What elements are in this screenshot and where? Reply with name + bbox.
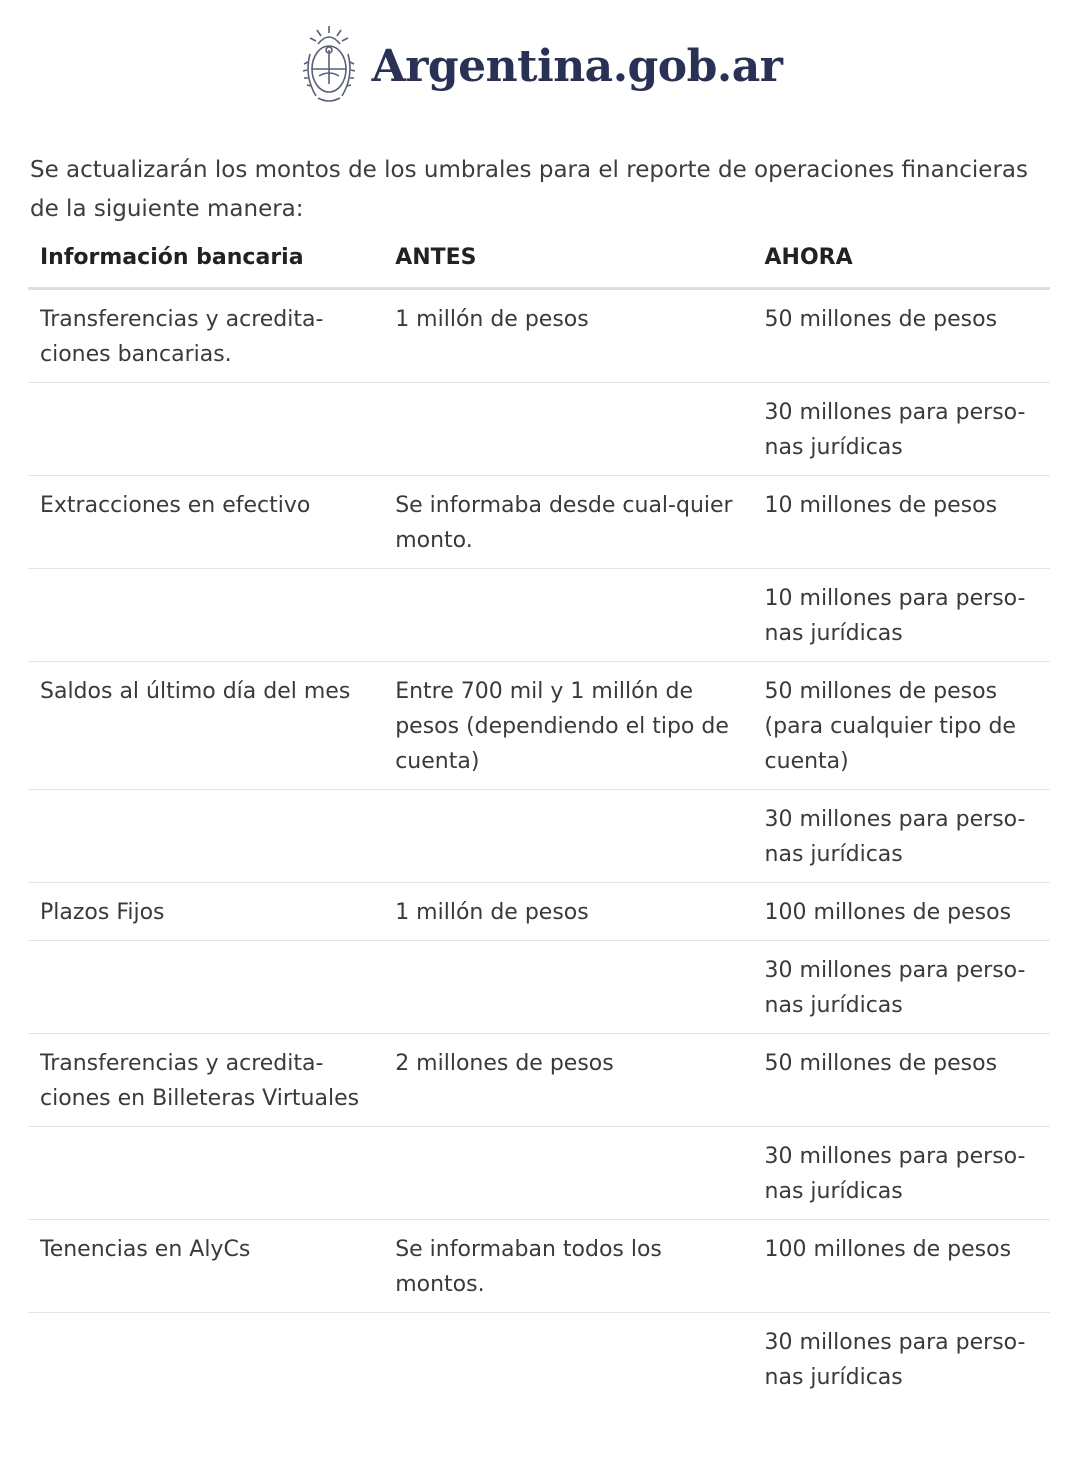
table-row <box>28 1127 1050 1220</box>
cell-ahora: 50 millones de pesos <box>753 1034 1050 1127</box>
table-row <box>28 289 1050 383</box>
cell-ahora: 100 millones de pesos <box>753 1220 1050 1313</box>
cell-antes: 2 millones de pesos <box>383 1034 752 1127</box>
cell-antes <box>383 941 752 1034</box>
cell-informacion <box>28 941 383 1034</box>
cell-ahora: 30 millones para perso-nas jurídicas <box>753 383 1050 476</box>
cell-antes: 1 millón de pesos <box>383 289 752 383</box>
table-row <box>28 1034 1050 1127</box>
table-row <box>28 662 1050 790</box>
cell-antes <box>383 1313 752 1406</box>
cell-antes: Se informaban todos los montos. <box>383 1220 752 1313</box>
cell-informacion <box>28 790 383 883</box>
cell-antes <box>383 790 752 883</box>
thresholds-table <box>28 226 1050 1405</box>
cell-informacion <box>28 569 383 662</box>
cell-ahora: 100 millones de pesos <box>753 883 1050 941</box>
cell-antes <box>383 1127 752 1220</box>
cell-antes: 1 millón de pesos <box>383 883 752 941</box>
table-body <box>28 289 1050 1406</box>
site-brand[interactable]: Argentina.gob.ar <box>371 40 783 92</box>
cell-informacion: Transferencias y acredita-ciones en Billeteras Virtuales <box>28 1034 383 1127</box>
cell-ahora: 10 millones de pesos <box>753 476 1050 569</box>
column-header-antes: ANTES <box>383 226 752 289</box>
cell-informacion <box>28 1313 383 1406</box>
cell-antes <box>383 569 752 662</box>
site-header <box>0 22 1084 110</box>
cell-antes <box>383 383 752 476</box>
table-header <box>28 226 1050 289</box>
table-row <box>28 883 1050 941</box>
cell-informacion: Tenencias en AlyCs <box>28 1220 383 1313</box>
table-row <box>28 790 1050 883</box>
cell-informacion <box>28 383 383 476</box>
cell-ahora: 30 millones para perso-nas jurídicas <box>753 941 1050 1034</box>
table-row <box>28 476 1050 569</box>
table-row <box>28 383 1050 476</box>
cell-ahora: 10 millones para perso-nas jurídicas <box>753 569 1050 662</box>
cell-informacion: Transferencias y acredita-ciones bancarias. <box>28 289 383 383</box>
cell-ahora: 50 millones de pesos (para cualquier tipo de cuenta) <box>753 662 1050 790</box>
cell-ahora: 30 millones para perso-nas jurídicas <box>753 1127 1050 1220</box>
cell-antes: Se informaba desde cual-quier monto. <box>383 476 752 569</box>
cell-informacion: Extracciones en efectivo <box>28 476 383 569</box>
cell-informacion: Plazos Fijos <box>28 883 383 941</box>
table-row <box>28 1220 1050 1313</box>
cell-ahora: 30 millones para perso-nas jurídicas <box>753 790 1050 883</box>
national-coat-of-arms-icon <box>302 24 356 108</box>
table-row <box>28 569 1050 662</box>
cell-ahora: 50 millones de pesos <box>753 289 1050 383</box>
column-header-informacion: Información bancaria <box>28 226 383 289</box>
cell-antes: Entre 700 mil y 1 millón de pesos (dependiendo el tipo de cuenta) <box>383 662 752 790</box>
table-row <box>28 941 1050 1034</box>
table-row <box>28 1313 1050 1406</box>
column-header-ahora: AHORA <box>753 226 1050 289</box>
intro-paragraph: Se actualizarán los montos de los umbrales para el reporte de operaciones financieras de la siguiente manera: <box>30 157 1028 222</box>
cell-ahora: 30 millones para perso-nas jurídicas <box>764 1330 1026 1390</box>
cell-informacion: Saldos al último día del mes <box>28 662 383 790</box>
cell-informacion <box>28 1127 383 1220</box>
